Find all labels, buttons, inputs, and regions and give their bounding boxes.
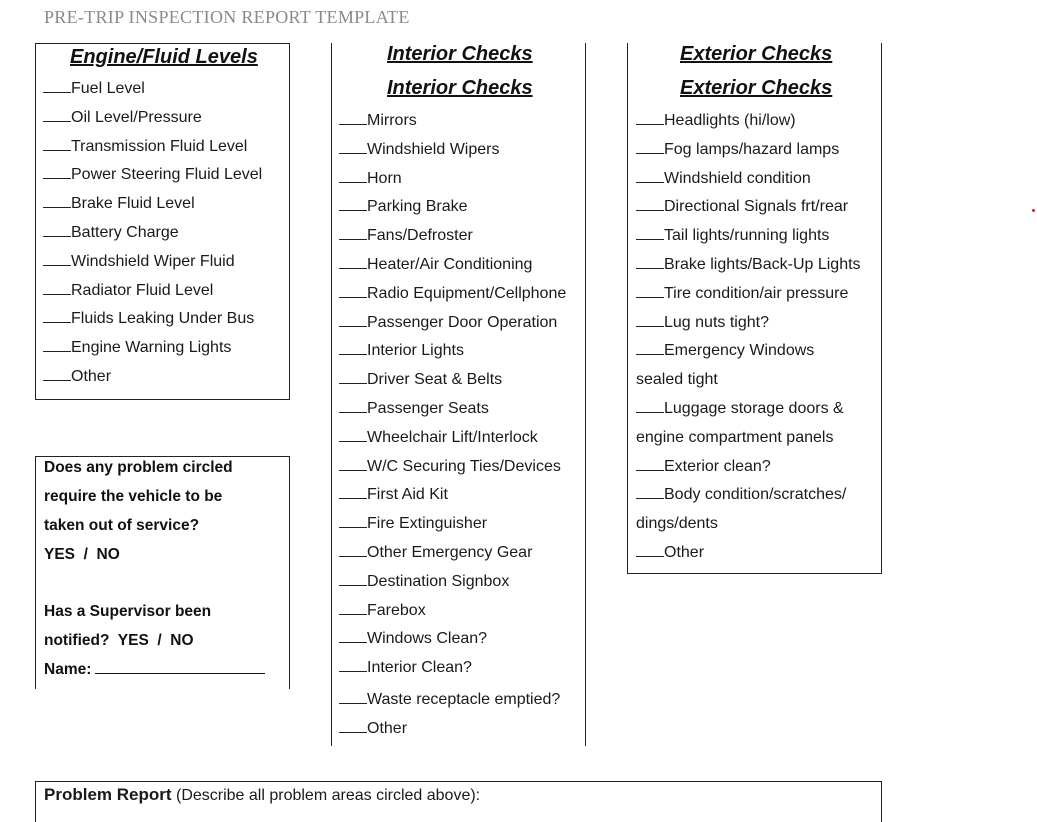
document-title: PRE-TRIP INSPECTION REPORT TEMPLATE [44, 7, 410, 27]
exterior-item[interactable] [636, 285, 848, 303]
checkbox-blank[interactable] [636, 123, 664, 125]
engine-fluid-item[interactable] [43, 310, 254, 328]
exterior-item[interactable] [636, 256, 861, 274]
service-question-line-3: taken out of service? [44, 517, 200, 534]
checkbox-blank[interactable] [43, 350, 71, 352]
interior-item[interactable] [339, 227, 473, 245]
problem-report-title: Problem Report [44, 785, 172, 804]
exterior-heading-repeat: Exterior Checks [680, 77, 833, 99]
exterior-item[interactable] [636, 141, 839, 159]
engine-fluid-item[interactable] [43, 138, 247, 156]
checklist-item-label: engine compartment panels [636, 428, 834, 446]
checklist-item-label: Destination Signbox [367, 572, 510, 590]
checklist-item-label: Windshield Wipers [367, 140, 500, 158]
checkbox-blank[interactable] [339, 731, 367, 733]
checkbox-blank[interactable] [339, 440, 367, 442]
checklist-item-label: Other [367, 719, 408, 737]
checkbox-blank[interactable] [339, 555, 367, 557]
checklist-item-label: Other Emergency Gear [367, 544, 533, 561]
checkbox-blank[interactable] [339, 353, 367, 355]
checklist-item-label: Exterior clean? [664, 457, 771, 475]
interior-item[interactable] [339, 342, 464, 360]
exterior-item[interactable] [636, 342, 814, 360]
interior-item[interactable] [339, 314, 557, 332]
checkbox-blank[interactable] [43, 379, 71, 381]
checkbox-blank[interactable] [339, 152, 367, 154]
checkbox-blank[interactable] [43, 264, 71, 266]
checklist-item-label: Windshield Wiper Fluid [71, 252, 235, 270]
engine-fluid-item[interactable] [43, 224, 179, 242]
checkbox-blank[interactable] [339, 584, 367, 586]
interior-item[interactable] [339, 170, 402, 188]
checkbox-blank[interactable] [339, 296, 367, 298]
checklist-item-label: Parking Brake [367, 198, 468, 216]
checkbox-blank[interactable] [43, 321, 71, 323]
checkbox-blank[interactable] [636, 497, 664, 499]
name-label: Name: [44, 661, 92, 678]
problem-report-note: (Describe all problem areas circled above): [175, 787, 481, 804]
checkbox-blank[interactable] [636, 267, 664, 269]
engine-fluid-item[interactable] [43, 80, 145, 98]
interior-item[interactable] [339, 691, 560, 709]
checkbox-blank[interactable] [339, 702, 367, 704]
checkbox-blank[interactable] [339, 526, 367, 528]
engine-fluid-heading: Engine/Fluid Levels [70, 46, 258, 68]
checkbox-blank[interactable] [339, 382, 367, 384]
engine-fluid-item[interactable] [43, 195, 195, 213]
interior-item[interactable] [339, 141, 499, 159]
stray-mark [1032, 209, 1035, 212]
checklist-item-label: Farebox [367, 601, 426, 619]
checkbox-blank[interactable] [636, 181, 664, 183]
checklist-item-label: Interior Clean? [367, 659, 472, 677]
checkbox-blank[interactable] [43, 149, 71, 151]
checklist-item-label: Mirrors [367, 112, 417, 129]
interior-item[interactable] [339, 458, 561, 476]
problem-report-label [44, 785, 480, 805]
interior-item[interactable] [339, 515, 487, 533]
checklist-item-label: W/C Securing Ties/Devices [367, 457, 561, 475]
exterior-item[interactable] [636, 198, 848, 216]
checklist-item-label: Lug nuts tight? [664, 313, 769, 331]
checklist-item-label: sealed tight [636, 371, 718, 389]
checkbox-blank[interactable] [636, 411, 664, 413]
checklist-item-label: Transmission Fluid Level [71, 137, 248, 155]
checkbox-blank[interactable] [636, 353, 664, 355]
checklist-item-label: Windshield condition [664, 169, 811, 187]
supervisor-question-line-1: Has a Supervisor been [44, 603, 212, 620]
checkbox-blank[interactable] [636, 238, 664, 240]
checkbox-blank[interactable] [339, 613, 367, 615]
checklist-item-label: Waste receptacle emptied? [367, 691, 561, 708]
checklist-item-label: Body condition/scratches/ [664, 486, 847, 504]
engine-fluid-item[interactable] [43, 253, 235, 271]
supervisor-question-line-2: notified? YES / NO [44, 632, 194, 649]
checkbox-blank[interactable] [43, 120, 71, 122]
checkbox-blank[interactable] [636, 209, 664, 211]
engine-fluid-item[interactable] [43, 339, 231, 357]
exterior-item[interactable] [636, 314, 769, 332]
interior-item[interactable] [339, 429, 538, 447]
checkbox-blank[interactable] [43, 235, 71, 237]
interior-item[interactable] [339, 573, 509, 591]
checklist-item-label: Tail lights/running lights [664, 227, 830, 245]
checkbox-blank[interactable] [339, 209, 367, 211]
interior-item[interactable] [339, 285, 566, 303]
name-field[interactable] [44, 661, 265, 679]
checklist-item-label: Radiator Fluid Level [71, 281, 214, 299]
exterior-item[interactable] [636, 486, 846, 504]
interior-item[interactable] [339, 630, 487, 648]
checklist-item-label: Interior Lights [367, 342, 464, 360]
checklist-item-label: Power Steering Fluid Level [71, 166, 263, 184]
engine-fluid-item[interactable] [43, 109, 202, 127]
checklist-item-label: Other [71, 368, 112, 385]
checklist-item-label: Horn [367, 169, 402, 187]
interior-item[interactable] [339, 602, 426, 620]
exterior-item[interactable] [636, 515, 718, 533]
checkbox-blank[interactable] [636, 152, 664, 154]
checkbox-blank[interactable] [43, 177, 71, 179]
checkbox-blank[interactable] [43, 206, 71, 208]
checklist-item-label: Fire Extinguisher [367, 515, 488, 533]
checkbox-blank[interactable] [339, 267, 367, 269]
checklist-item-label: Directional Signals frt/rear [664, 198, 849, 216]
exterior-item[interactable] [636, 429, 833, 447]
checklist-item-label: Emergency Windows [664, 342, 815, 360]
checkbox-blank[interactable] [339, 411, 367, 413]
checklist-item-label: Heater/Air Conditioning [367, 256, 533, 273]
service-question-answer: YES / NO [44, 546, 120, 563]
checkbox-blank[interactable] [43, 293, 71, 295]
checklist-item-label: Battery Charge [71, 224, 179, 241]
checklist-item-label: Driver Seat & Belts [367, 371, 503, 389]
engine-fluid-item[interactable] [43, 166, 262, 184]
interior-item[interactable] [339, 720, 407, 738]
checkbox-blank[interactable] [636, 469, 664, 471]
interior-item[interactable] [339, 659, 472, 677]
checklist-item-label: Headlights (hi/low) [664, 112, 796, 129]
checkbox-blank[interactable] [339, 238, 367, 240]
engine-fluid-item[interactable] [43, 368, 111, 386]
exterior-item[interactable] [636, 227, 829, 245]
checklist-item-label: dings/dents [636, 515, 718, 533]
checkbox-blank[interactable] [636, 325, 664, 327]
checkbox-blank[interactable] [636, 555, 664, 557]
checkbox-blank[interactable] [339, 670, 367, 672]
checklist-item-label: Other [664, 544, 705, 561]
interior-item[interactable] [339, 400, 489, 418]
checklist-item-label: Windows Clean? [367, 630, 488, 648]
interior-heading-repeat: Interior Checks [387, 77, 533, 99]
service-question-line-1: Does any problem circled [44, 459, 233, 476]
checklist-item-label: Radio Equipment/Cellphone [367, 284, 567, 302]
exterior-item[interactable] [636, 458, 771, 476]
interior-item[interactable] [339, 371, 502, 389]
checklist-item-label: Tire condition/air pressure [664, 284, 849, 302]
checklist-item-label: Oil Level/Pressure [71, 108, 202, 126]
name-input-line[interactable] [95, 673, 265, 674]
exterior-item[interactable] [636, 112, 796, 130]
checklist-item-label: Passenger Door Operation [367, 313, 558, 331]
interior-item[interactable] [339, 198, 468, 216]
checklist-item-label: Brake lights/Back-Up Lights [664, 256, 861, 273]
checklist-item-label: Passenger Seats [367, 400, 489, 417]
checklist-item-label: Fans/Defroster [367, 227, 473, 245]
checklist-item-label: Wheelchair Lift/Interlock [367, 428, 538, 446]
checkbox-blank[interactable] [339, 181, 367, 183]
engine-fluid-item[interactable] [43, 282, 213, 300]
checkbox-blank[interactable] [339, 123, 367, 125]
checklist-item-label: Brake Fluid Level [71, 195, 195, 213]
checklist-item-label: Luggage storage doors & [664, 400, 844, 417]
exterior-item[interactable] [636, 371, 718, 389]
exterior-heading: Exterior Checks [680, 43, 833, 65]
checklist-item-label: Fuel Level [71, 80, 145, 97]
interior-heading: Interior Checks [387, 43, 533, 65]
checklist-item-label: Engine Warning Lights [71, 339, 232, 357]
checklist-item-label: First Aid Kit [367, 486, 448, 504]
exterior-item[interactable] [636, 170, 811, 188]
interior-item[interactable] [339, 486, 448, 504]
checkbox-blank[interactable] [43, 91, 71, 93]
interior-item[interactable] [339, 112, 417, 130]
exterior-item[interactable] [636, 400, 844, 418]
checkbox-blank[interactable] [339, 497, 367, 499]
checklist-item-label: Fog lamps/hazard lamps [664, 140, 840, 158]
checklist-item-label: Fluids Leaking Under Bus [71, 310, 255, 328]
checkbox-blank[interactable] [339, 325, 367, 327]
service-question-line-2: require the vehicle to be [44, 488, 223, 505]
interior-item[interactable] [339, 256, 532, 274]
exterior-item[interactable] [636, 544, 704, 562]
checkbox-blank[interactable] [339, 641, 367, 643]
checkbox-blank[interactable] [339, 469, 367, 471]
interior-item[interactable] [339, 544, 532, 562]
checkbox-blank[interactable] [636, 296, 664, 298]
